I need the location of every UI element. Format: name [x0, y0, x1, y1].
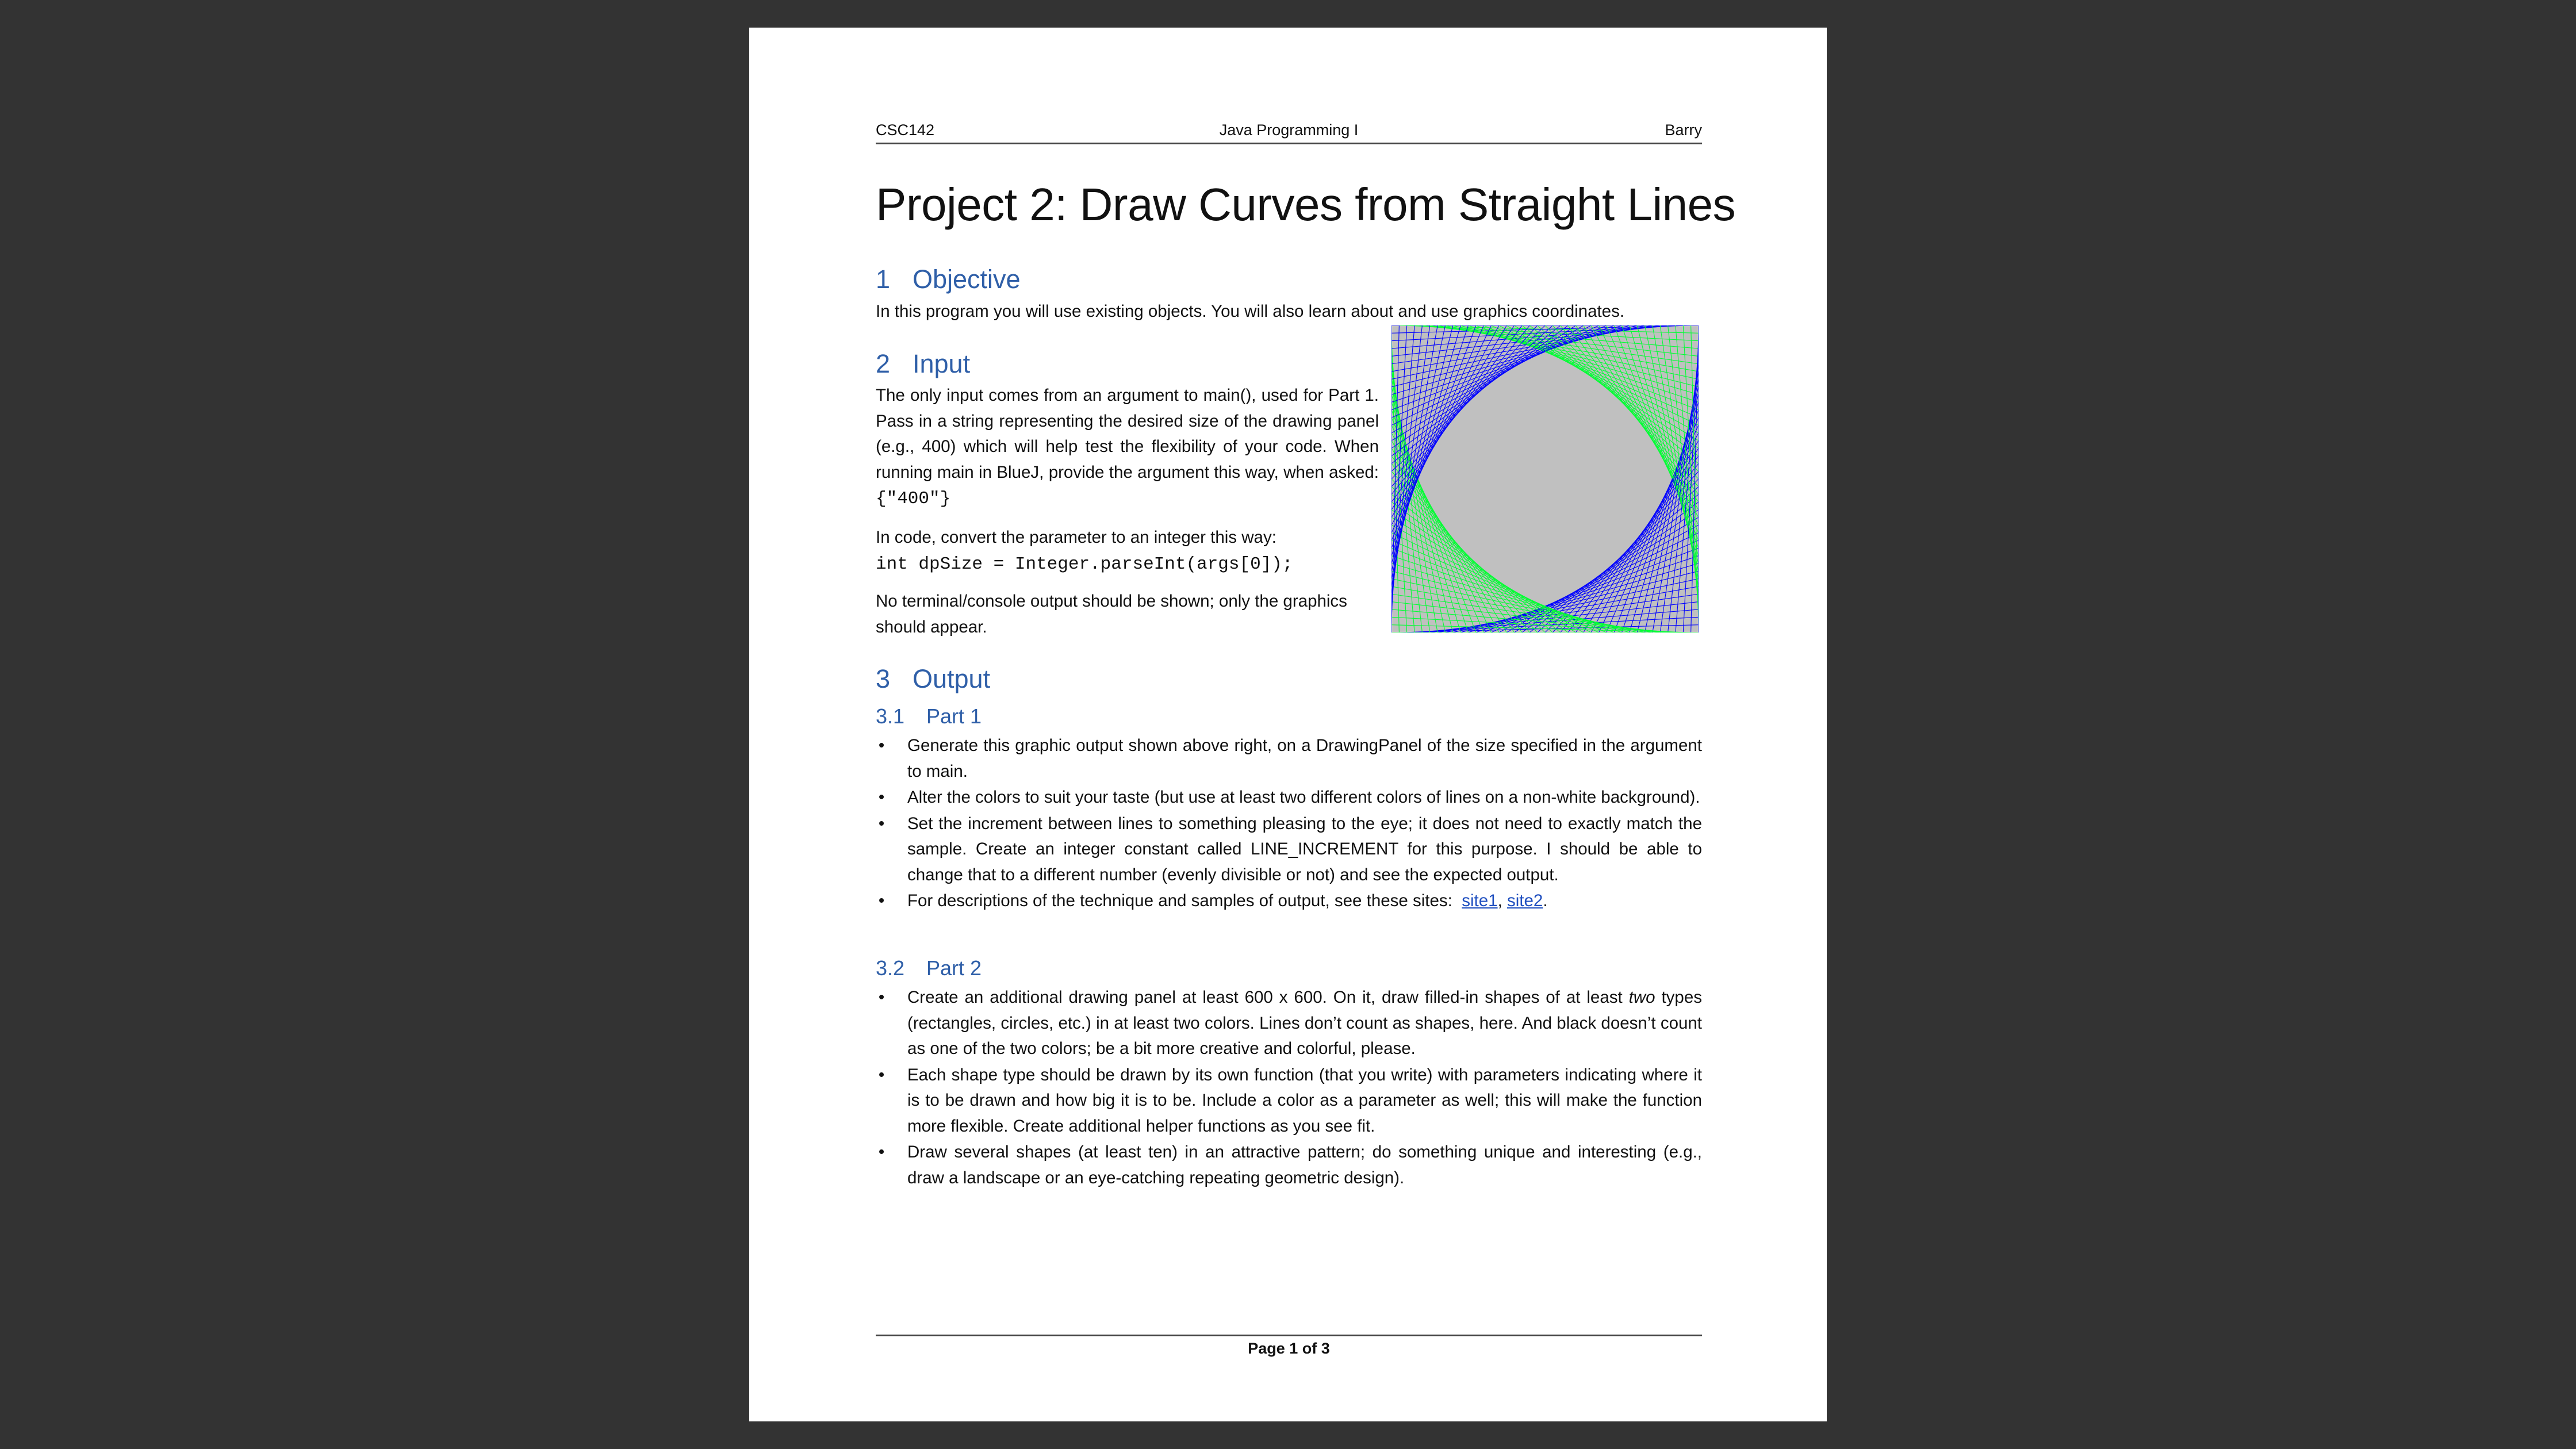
site2-link[interactable]: site2 — [1506, 891, 1543, 910]
bullet-icon: • — [878, 1065, 885, 1084]
heading-part-2 — [876, 956, 982, 980]
input-paragraph-2-text: In code, convert the parameter to an integer this way: — [876, 528, 1276, 547]
input-paragraph-2 — [876, 525, 1379, 577]
heading-number: 3.1 — [876, 704, 905, 728]
link-separator: , — [1497, 891, 1502, 910]
list-item — [876, 985, 1702, 1062]
bullet-icon: • — [878, 891, 885, 910]
list-item — [876, 733, 1702, 784]
heading-text: Part 1 — [926, 704, 982, 728]
header-author: Barry — [1665, 121, 1702, 139]
list-item-text: Draw several shapes (at least ten) in an attractive pattern; do something unique and interesting (e.g., draw a landscape or an eye-catching repeating geometric design). — [907, 1143, 1702, 1187]
bullet-icon: • — [878, 988, 885, 1007]
bullet-icon: • — [878, 814, 885, 833]
bullet-icon: • — [878, 788, 885, 807]
list-item-text: Alter the colors to suit your taste (but use at least two different colors of lines on a non-white background). — [907, 788, 1700, 807]
input-paragraph-1-text: The only input comes from an argument to main(), used for Part 1. Pass in a string representing the desired size of the drawing panel (e.g., 400) which will help test the flexibility of your code. When running main in BlueJ, provide the argument this way, when asked: — [876, 386, 1379, 482]
input-paragraph-3: No terminal/console output should be shown; only the graphics should appear. — [876, 592, 1347, 637]
list-item-text: Generate this graphic output shown above right, on a DrawingPanel of the size specified in the argument to main. — [907, 736, 1702, 781]
curve-stitching-figure — [1392, 325, 1699, 632]
page-title: Project 2: Draw Curves from Straight Lines — [876, 179, 1736, 230]
objective-text: In this program you will use existing objects. You will also learn about and use graphics coordinates. — [876, 302, 1625, 321]
heading-text: Objective — [913, 264, 1021, 294]
heading-number: 2 — [876, 349, 891, 378]
site1-link[interactable]: site1 — [1462, 891, 1498, 910]
list-item-text: Set the increment between lines to something pleasing to the eye; it does not need to exactly match the sample. Create an integer constant called LINE_INCREMENT for this purpose. I should be able to change that to a different number (evenly divisible or not) and see the expected output. — [907, 814, 1702, 884]
heading-number: 3.2 — [876, 956, 905, 980]
heading-text: Output — [913, 664, 991, 693]
part-1-list — [876, 733, 1702, 915]
input-argument-code: {"400"} — [876, 489, 951, 509]
list-item-text: For descriptions of the technique and samples of output, see these sites: — [907, 891, 1452, 910]
figure-background — [1392, 325, 1699, 632]
list-item-text: Each shape type should be drawn by its own function (that you write) with parameters indicating where it is to be drawn and how big it is to be. Include a color as a parameter as well; this will make the function more flexible. Create additional helper functions as you see fit. — [907, 1065, 1702, 1136]
heading-part-1 — [876, 704, 982, 729]
list-item-text: types (rectangles, circles, etc.) in at least two colors. Lines don’t count as shapes, here. And black doesn’t count as one of the two colors; be a bit more creative and colorful, please. — [907, 988, 1702, 1058]
page-footer — [876, 1335, 1702, 1358]
heading-text: Input — [913, 349, 971, 378]
heading-input — [876, 349, 970, 379]
bullet-icon: • — [878, 1143, 885, 1162]
list-item-text: Create an additional drawing panel at least 600 x 600. On it, draw filled-in shapes of at least — [907, 988, 1623, 1007]
heading-output — [876, 664, 990, 694]
header-course: CSC142 — [876, 121, 935, 139]
part-2-list — [876, 985, 1702, 1191]
heading-number: 3 — [876, 664, 891, 693]
bullet-icon: • — [878, 736, 885, 755]
sentence-end: . — [1543, 891, 1548, 910]
page-header — [876, 91, 1702, 144]
input-paragraph-1 — [876, 383, 1379, 512]
document-page — [749, 28, 1827, 1421]
heading-text: Part 2 — [926, 956, 982, 980]
list-item — [876, 785, 1702, 811]
emphasis-text: two — [1628, 988, 1655, 1007]
curve-stitching-graphic — [1392, 325, 1699, 632]
heading-objective — [876, 264, 1021, 294]
page-number: Page 1 of 3 — [1248, 1340, 1330, 1357]
list-item — [876, 1140, 1702, 1191]
list-item — [876, 1063, 1702, 1140]
header-course-title: Java Programming I — [1219, 121, 1359, 139]
list-item — [876, 888, 1702, 914]
parse-int-code: int dpSize = Integer.parseInt(args[0]); — [876, 554, 1293, 574]
list-item — [876, 811, 1702, 888]
heading-number: 1 — [876, 264, 891, 294]
